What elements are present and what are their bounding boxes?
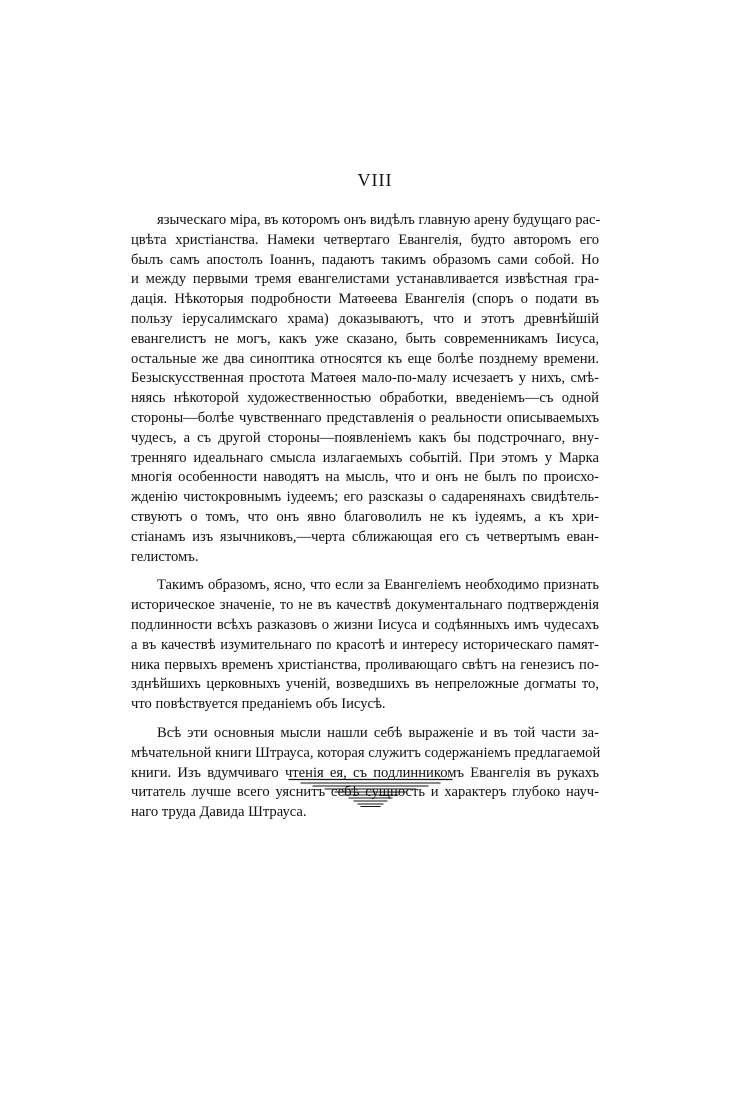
text-line: пользу іерусалимскаго храма) доказываютъ, что и этотъ древнѣйшій — [131, 310, 599, 327]
text-line: читатель лучше всего уяснитъ себѣ сущность и характеръ глубоко науч- — [131, 784, 599, 801]
tailpiece-ornament-icon — [288, 778, 453, 808]
text-line: подлинности всѣхъ разказовъ о жизни Іисуса и содѣянныхъ имъ чудесахъ — [131, 616, 599, 633]
text-line: Такимъ образомъ, ясно, что если за Евангеліемъ необходимо признать — [157, 577, 599, 594]
text-line: былъ самъ апостолъ Іоаннъ, падаютъ такимъ образомъ сами собой. Но — [131, 251, 599, 268]
text-line: остальные же два синоптика относятся къ еще болѣе позднему времени. — [131, 350, 599, 367]
body-text — [131, 211, 599, 823]
text-line: цвѣта христіанства. Намеки четвертаго Евангелія, будто авторомъ его — [131, 231, 599, 248]
text-line: мѣчательной книги Штрауса, которая служитъ содержаніемъ предлагаемой — [131, 744, 601, 761]
paragraph-2 — [131, 576, 599, 715]
text-line: что повѣствуется преданіемъ объ Іисусѣ. — [131, 696, 386, 713]
text-line: и между первыми тремя евангелистами устанавливается извѣстная гра- — [131, 271, 599, 288]
page-number: VIII — [357, 170, 393, 190]
text-line: евангелистъ не могъ, какъ уже сказано, быть современникамъ Іисуса, — [131, 330, 599, 347]
text-line: дація. Нѣкоторыя подробности Матѳеева Евангелія (споръ о подати въ — [131, 291, 599, 308]
paragraph-3 — [131, 724, 599, 823]
text-line: гелистомъ. — [131, 548, 199, 565]
text-line: Всѣ эти основныя мысли нашли себѣ выраженіе и въ той части за- — [157, 724, 599, 741]
text-line: наго труда Давида Штрауса. — [131, 804, 307, 821]
text-line: стороны—болѣе чувственнаго представленія о реальности описываемыхъ — [131, 409, 599, 426]
text-line: ника первыхъ временъ христіанства, проливающаго свѣтъ на генезисъ по- — [131, 656, 599, 673]
text-line: языческаго міра, въ которомъ онъ видѣлъ главную арену будущаго рас- — [157, 212, 601, 228]
text-line: зднѣйшихъ церковныхъ ученій, возведшихъ въ непреложные догматы то, — [131, 676, 599, 693]
text-line: Безыскусственная простота Матѳея мало-по-малу исчезаетъ у нихъ, смѣ- — [131, 370, 599, 387]
text-line: стіанамъ изъ язычниковъ,—черта сближающая его съ четвертымъ еван- — [131, 528, 599, 545]
text-line: тренняго идеальнаго смысла излагаемыхъ событій. При этомъ у Марка — [131, 449, 599, 466]
text-line: няясь нѣкоторой художественностью обработки, введеніемъ—съ одной — [131, 390, 599, 407]
text-line: ствуютъ о томъ, что онъ явно благоволилъ не къ іудеямъ, а къ хри- — [131, 508, 599, 525]
text-line: историческое значеніе, то не въ качествѣ документальнаго подтвержденія — [131, 597, 599, 614]
text-line: книги. Изъ вдумчиваго чтенія ея, съ подлинникомъ Евангелія въ рукахъ — [131, 764, 599, 781]
text-line: жденію чистокровнымъ іудеемъ; его разсказы о садаренянахъ свидѣтель- — [131, 489, 599, 506]
text-line: чудесъ, а съ другой стороны—появленіемъ какъ бы подстрочнаго, вну- — [131, 429, 599, 446]
text-line: многія особенности наводятъ на мысль, что и онъ не былъ по происхо- — [131, 469, 599, 486]
paragraph-1 — [131, 211, 599, 567]
text-line: а въ качествѣ изумительнаго по красотѣ и интересу историческаго памят- — [131, 636, 599, 653]
